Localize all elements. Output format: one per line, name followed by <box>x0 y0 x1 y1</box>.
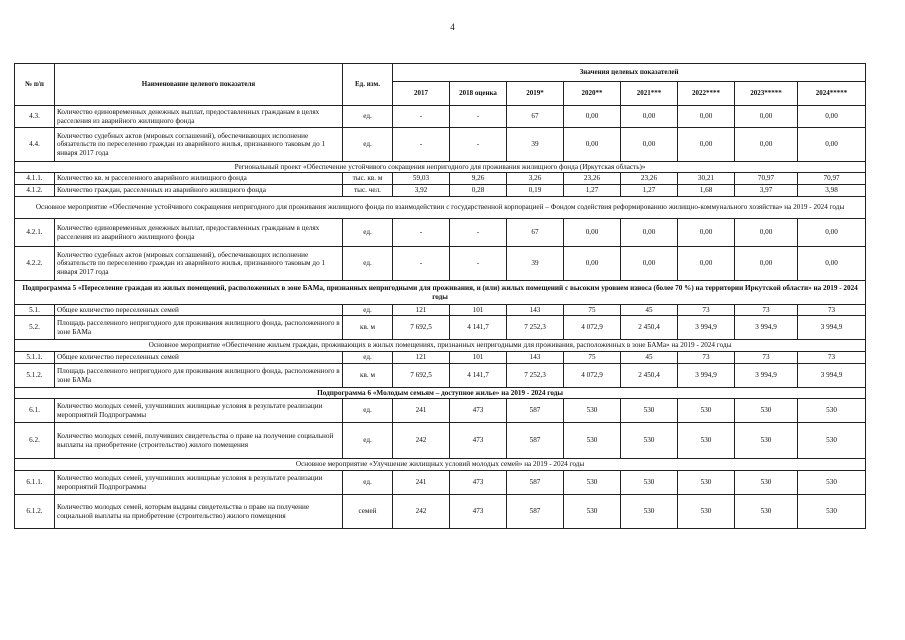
unit-cell: тыс. кв. м <box>343 173 393 185</box>
table-row <box>15 185 866 197</box>
indicator-name: Количество единовременных денежных выплат, предоставленных гражданам в целях расселения из аварийного жилищного фонда <box>55 106 343 128</box>
value-cell: 59,03 <box>393 173 450 185</box>
value-cell: 530 <box>678 399 735 423</box>
value-cell: - <box>393 106 450 128</box>
indicator-name: Количество судебных актов (мировых соглашений), обеспечивающих исполнение обязательств по переселению граждан из аварийного жилья, признанного таковым до 1 января 2017 года <box>55 247 343 281</box>
value-cell: 67 <box>507 219 564 247</box>
value-cell: 101 <box>450 305 507 316</box>
value-cell: 45 <box>621 305 678 316</box>
value-cell: 530 <box>798 471 866 495</box>
value-cell: 70,97 <box>735 173 798 185</box>
header-year: 2023***** <box>735 82 798 106</box>
header-year: 2021*** <box>621 82 678 106</box>
unit-cell: ед. <box>343 471 393 495</box>
unit-cell: ед. <box>343 399 393 423</box>
value-cell: 0,00 <box>735 106 798 128</box>
value-cell: 0,00 <box>735 247 798 281</box>
value-cell: 39 <box>507 128 564 162</box>
value-cell: 0,00 <box>735 219 798 247</box>
value-cell: 9,26 <box>450 173 507 185</box>
value-cell: 4 141,7 <box>450 364 507 388</box>
header-year: 2022**** <box>678 82 735 106</box>
table-row <box>15 305 866 316</box>
value-cell: 3 994,9 <box>798 364 866 388</box>
value-cell: 0,00 <box>621 247 678 281</box>
value-cell: 73 <box>798 352 866 364</box>
value-cell: - <box>393 219 450 247</box>
unit-cell: ед. <box>343 247 393 281</box>
value-cell: 121 <box>393 352 450 364</box>
row-number: 6.1.2. <box>15 495 55 529</box>
header-year: 2019* <box>507 82 564 106</box>
unit-cell: кв. м <box>343 364 393 388</box>
value-cell: 23,26 <box>621 173 678 185</box>
value-cell: - <box>450 106 507 128</box>
value-cell: 2 450,4 <box>621 316 678 340</box>
subprogram-header-row <box>15 281 866 305</box>
value-cell: 101 <box>450 352 507 364</box>
value-cell: 0,00 <box>735 128 798 162</box>
value-cell: 473 <box>450 471 507 495</box>
value-cell: 530 <box>735 399 798 423</box>
value-cell: 0,00 <box>798 128 866 162</box>
value-cell: 530 <box>564 495 621 529</box>
section-header-row <box>15 162 866 173</box>
value-cell: 3,92 <box>393 185 450 197</box>
value-cell: 0,00 <box>564 219 621 247</box>
value-cell: 473 <box>450 399 507 423</box>
indicator-name: Количество граждан, расселенных из аварийного жилищного фонда <box>55 185 343 197</box>
row-number: 6.2. <box>15 423 55 459</box>
value-cell: 3,97 <box>735 185 798 197</box>
header-year: 2017 <box>393 82 450 106</box>
value-cell: 67 <box>507 106 564 128</box>
indicator-name: Площадь расселенного непригодного для проживания жилищного фонда, расположенного в зоне БАМа <box>55 316 343 340</box>
value-cell: - <box>393 247 450 281</box>
header-num: № п/п <box>15 64 55 106</box>
value-cell: 530 <box>678 471 735 495</box>
indicator-name: Общее количество переселенных семей <box>55 305 343 316</box>
value-cell: 530 <box>735 471 798 495</box>
value-cell: 0,00 <box>564 128 621 162</box>
header-year: 2018 оценка <box>450 82 507 106</box>
value-cell: 39 <box>507 247 564 281</box>
row-number: 5.1.1. <box>15 352 55 364</box>
value-cell: 0,00 <box>798 247 866 281</box>
value-cell: 75 <box>564 305 621 316</box>
value-cell: 530 <box>678 495 735 529</box>
indicator-name: Количество судебных актов (мировых соглашений), обеспечивающих исполнение обязательств по переселению граждан из аварийного жилья, признанного таковым до 1 января 2017 года <box>55 128 343 162</box>
value-cell: 530 <box>798 495 866 529</box>
value-cell: 0,00 <box>621 128 678 162</box>
value-cell: 0,00 <box>564 106 621 128</box>
table-row <box>15 128 866 162</box>
value-cell: 0,00 <box>621 219 678 247</box>
table-row <box>15 247 866 281</box>
table-row <box>15 352 866 364</box>
value-cell: 473 <box>450 423 507 459</box>
value-cell: 241 <box>393 471 450 495</box>
unit-cell: ед. <box>343 352 393 364</box>
section-title: Региональный проект «Обеспечение устойчивого сокращения непригодного для проживания жилищного фонда (Иркутская область)» <box>15 162 866 173</box>
row-number: 4.1.1. <box>15 173 55 185</box>
value-cell: 45 <box>621 352 678 364</box>
value-cell: 530 <box>735 423 798 459</box>
value-cell: 473 <box>450 495 507 529</box>
value-cell: 0,00 <box>678 128 735 162</box>
unit-cell: ед. <box>343 219 393 247</box>
table-row <box>15 219 866 247</box>
value-cell: 530 <box>798 423 866 459</box>
row-number: 4.2.1. <box>15 219 55 247</box>
value-cell: 3,26 <box>507 173 564 185</box>
value-cell: 3 994,9 <box>735 364 798 388</box>
value-cell: - <box>450 247 507 281</box>
value-cell: 530 <box>735 495 798 529</box>
value-cell: 2 450,4 <box>621 364 678 388</box>
section-title: Подпрограмма 5 «Переселение граждан из жилых помещений, расположенных в зоне БАМа, признанных непригодными для проживания, и (или) жилых помещений с высоким уровнем износа (более 70 %) на территории Иркутской области» на 2019 - 2024 годы <box>15 281 866 305</box>
table-row <box>15 399 866 423</box>
value-cell: 75 <box>564 352 621 364</box>
value-cell: 73 <box>735 352 798 364</box>
table-row <box>15 316 866 340</box>
value-cell: 530 <box>621 495 678 529</box>
section-title: Основное мероприятие «Обеспечение устойчивого сокращения непригодного для проживания жилищного фонда по взаимодействии с государственной корпорацией – Фондом содействия реформированию жилищно-коммунального хозяйства» на 2019 - 2024 годы <box>15 197 866 219</box>
indicator-name: Количество молодых семей, которым выданы свидетельства о праве на получение социальной выплаты на приобретение (строительство) жилого помещения <box>55 495 343 529</box>
value-cell: 0,00 <box>678 106 735 128</box>
value-cell: 1,68 <box>678 185 735 197</box>
value-cell: 530 <box>564 471 621 495</box>
value-cell: 73 <box>735 305 798 316</box>
value-cell: 143 <box>507 305 564 316</box>
indicator-name: Количество единовременных денежных выплат, предоставленных гражданам в целях расселения из аварийного жилищного фонда <box>55 219 343 247</box>
value-cell: 242 <box>393 423 450 459</box>
value-cell: 0,19 <box>507 185 564 197</box>
value-cell: 0,00 <box>678 247 735 281</box>
unit-cell: ед. <box>343 106 393 128</box>
value-cell: 0,00 <box>798 106 866 128</box>
value-cell: 70,97 <box>798 173 866 185</box>
value-cell: 121 <box>393 305 450 316</box>
value-cell: 1,27 <box>564 185 621 197</box>
row-number: 5.1. <box>15 305 55 316</box>
unit-cell: ед. <box>343 128 393 162</box>
value-cell: 30,21 <box>678 173 735 185</box>
value-cell: 73 <box>798 305 866 316</box>
value-cell: 530 <box>621 471 678 495</box>
value-cell: 1,27 <box>621 185 678 197</box>
header-name: Наименование целевого показателя <box>55 64 343 106</box>
value-cell: 3 994,9 <box>678 364 735 388</box>
value-cell: 7 692,5 <box>393 316 450 340</box>
section-header-row <box>15 340 866 352</box>
value-cell: 241 <box>393 399 450 423</box>
value-cell: 530 <box>621 423 678 459</box>
table-row <box>15 106 866 128</box>
page-number: 4 <box>450 22 455 32</box>
value-cell: 3 994,9 <box>678 316 735 340</box>
value-cell: 0,00 <box>798 219 866 247</box>
table-row <box>15 495 866 529</box>
value-cell: 3 994,9 <box>735 316 798 340</box>
row-number: 4.3. <box>15 106 55 128</box>
unit-cell: ед. <box>343 305 393 316</box>
subprogram-header-row <box>15 388 866 399</box>
value-cell: 4 072,9 <box>564 316 621 340</box>
table-row <box>15 364 866 388</box>
value-cell: 23,26 <box>564 173 621 185</box>
value-cell: 7 252,3 <box>507 316 564 340</box>
table-row <box>15 471 866 495</box>
header-year: 2024***** <box>798 82 866 106</box>
section-title: Подпрограмма 6 «Молодым семьям – доступное жилье» на 2019 - 2024 годы <box>15 388 866 399</box>
value-cell: 530 <box>564 399 621 423</box>
value-cell: 587 <box>507 423 564 459</box>
row-number: 5.2. <box>15 316 55 340</box>
value-cell: 530 <box>678 423 735 459</box>
header-values-title: Значения целевых показателей <box>393 64 866 82</box>
value-cell: - <box>450 219 507 247</box>
value-cell: 530 <box>564 423 621 459</box>
indicator-name: Количество молодых семей, улучшивших жилищные условия в результате реализации мероприятий Подпрограммы <box>55 471 343 495</box>
table-row <box>15 423 866 459</box>
indicator-name: Общее количество переселенных семей <box>55 352 343 364</box>
unit-cell: кв. м <box>343 316 393 340</box>
value-cell: 0,00 <box>621 106 678 128</box>
value-cell: 73 <box>678 352 735 364</box>
value-cell: 587 <box>507 495 564 529</box>
indicator-name: Количество молодых семей, получивших свидетельства о праве на получение социальной выплаты на приобретение (строительство) жилого помещения <box>55 423 343 459</box>
value-cell: - <box>450 128 507 162</box>
unit-cell: семей <box>343 495 393 529</box>
indicator-name: Площадь расселенного непригодного для проживания жилищного фонда, расположенного в зоне БАМа <box>55 364 343 388</box>
value-cell: 7 252,3 <box>507 364 564 388</box>
value-cell: 143 <box>507 352 564 364</box>
target-indicators-table <box>14 63 866 529</box>
value-cell: 7 692,5 <box>393 364 450 388</box>
value-cell: 530 <box>798 399 866 423</box>
value-cell: 587 <box>507 471 564 495</box>
section-title: Основное мероприятие «Улучшение жилищных условий молодых семей» на 2019 - 2024 годы <box>15 459 866 471</box>
value-cell: 3,98 <box>798 185 866 197</box>
indicator-name: Количество молодых семей, улучшивших жилищные условия в результате реализации мероприятий Подпрограммы <box>55 399 343 423</box>
value-cell: 0,00 <box>564 247 621 281</box>
value-cell: - <box>393 128 450 162</box>
header-unit: Ед. изм. <box>343 64 393 106</box>
table-row <box>15 173 866 185</box>
header-year: 2020** <box>564 82 621 106</box>
row-number: 6.1.1. <box>15 471 55 495</box>
value-cell: 4 141,7 <box>450 316 507 340</box>
indicator-name: Количество кв. м расселенного аварийного жилищного фонда <box>55 173 343 185</box>
row-number: 5.1.2. <box>15 364 55 388</box>
value-cell: 242 <box>393 495 450 529</box>
row-number: 4.1.2. <box>15 185 55 197</box>
value-cell: 3 994,9 <box>798 316 866 340</box>
value-cell: 0,00 <box>678 219 735 247</box>
value-cell: 73 <box>678 305 735 316</box>
value-cell: 0,28 <box>450 185 507 197</box>
value-cell: 587 <box>507 399 564 423</box>
section-title: Основное мероприятие «Обеспечение жильем граждан, проживающих в жилых помещениях, признанных непригодными для проживания, расположенных в зоне БАМа» на 2019 - 2024 годы <box>15 340 866 352</box>
row-number: 4.2.2. <box>15 247 55 281</box>
section-header-row <box>15 197 866 219</box>
value-cell: 4 072,9 <box>564 364 621 388</box>
unit-cell: тыс. чел. <box>343 185 393 197</box>
row-number: 4.4. <box>15 128 55 162</box>
value-cell: 530 <box>621 399 678 423</box>
section-header-row <box>15 459 866 471</box>
unit-cell: ед. <box>343 423 393 459</box>
row-number: 6.1. <box>15 399 55 423</box>
